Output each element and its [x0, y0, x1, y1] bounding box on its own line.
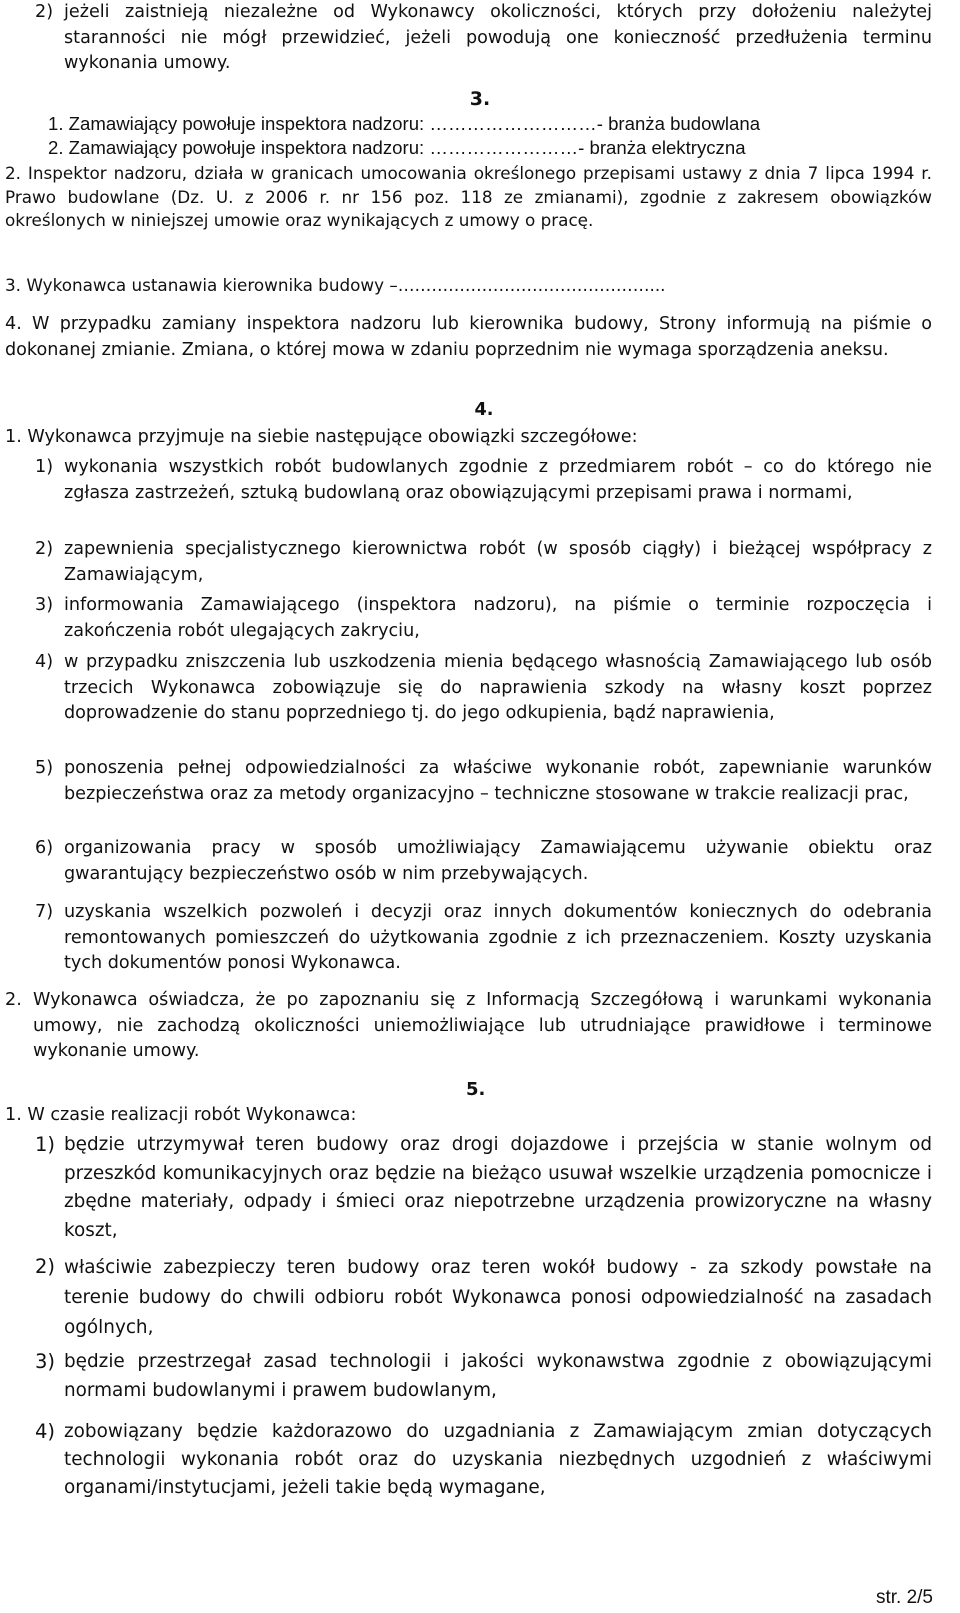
list-number: 2)	[35, 2, 54, 22]
paragraph: 1. W czasie realizacji robót Wykonawca:	[5, 1105, 357, 1125]
list-item-text: uzyskania wszelkich pozwoleń i decyzji oraz innych dokumentów koniecznych do odebrania remontowanych pomieszczeń do użytkowania zgodnie z ich przeznaczeniem. Koszty uzyskania tych dokumentów ponosi Wykonawca.	[64, 902, 932, 973]
paragraph: 2. Zamawiający powołuje inspektora nadzoru: ……………………- branża elektryczna	[48, 137, 746, 158]
list-number: 3)	[35, 595, 54, 615]
list-number: 4)	[35, 1420, 56, 1443]
list-item-text: ponoszenia pełnej odpowiedzialności za właściwe wykonanie robót, zapewnianie warunków bezpieczeństwa oraz za metody organizacyjno – techniczne stosowane w trakcie realizacji prac,	[64, 758, 932, 804]
list-item-text: będzie utrzymywał teren budowy oraz drogi dojazdowe i przejścia w stanie wolnym od przeszkód komunikacyjnych oraz będzie na bieżąco usuwał wszelkie urządzenia pomocnicze i zbędne materiały, odpady i śmieci oraz niepotrzebne urządzenia prowizoryczne na własny koszt,	[64, 1134, 932, 1241]
list-number: 2)	[35, 1255, 56, 1278]
paragraph: 4. W przypadku zamiany inspektora nadzoru lub kierownika budowy, Strony informują na piśmie o dokonanej zmianie. Zmiana, o której mowa w zdaniu poprzednim nie wymaga sporządzenia aneksu.	[5, 314, 932, 360]
list-number: 5)	[35, 758, 54, 778]
list-item-text: wykonania wszystkich robót budowlanych zgodnie z przedmiarem robót – co do którego nie zgłasza zastrzeżeń, sztuką budowlaną oraz obowiązującymi przepisami prawa i normami,	[64, 457, 932, 503]
list-number: 2.	[5, 990, 22, 1010]
section-heading-4-label: 4.	[474, 400, 494, 420]
list-number: 1)	[35, 457, 54, 477]
list-item-text: zobowiązany będzie każdorazowo do uzgadniania z Zamawiającym zmian dotyczących technologii wykonania robót oraz do uzyskania niezbędnych uzgodnień z właściwymi organami/instytucjami, jeżeli takie będą wymagane,	[64, 1421, 932, 1498]
section-heading-5: 5.	[466, 1079, 486, 1100]
list-item-text: w przypadku zniszczenia lub uszkodzenia mienia będącego własnością Zamawiającego lub osób trzecich Wykonawca zobowiązuje się do naprawienia szkody na własny koszt poprzez doprowadzenie do stanu poprzedniego tj. do jego odkupienia, bądź naprawienia,	[64, 652, 932, 723]
paragraph: Wykonawca oświadcza, że po zapoznaniu się z Informacją Szczegółową i warunkami wykonania umowy, nie zachodzą okoliczności uniemożliwiające lub utrudniające prawidłowe i terminowe wykonanie umowy.	[33, 990, 932, 1061]
section-heading-3: 3.	[469, 88, 491, 110]
list-number: 1)	[35, 1133, 56, 1156]
paragraph: 2. Inspektor nadzoru, działa w granicach umocowania określonego przepisami ustawy z dnia 7 lipca 1994 r. Prawo budowlane (Dz. U. z 2006 r. nr 156 poz. 118 ze zmianami), zgodnie z zakresem obowiązków określonych w niniejszej umowie oraz wynikających z umowy o pracę.	[5, 163, 932, 230]
paragraph: 1. Zamawiający powołuje inspektora nadzoru: ………………………- branża budowlana	[48, 113, 761, 134]
list-number: 2)	[35, 539, 54, 559]
paragraph: 3. Wykonawca ustanawia kierownika budowy –………………………………………...	[5, 275, 666, 295]
section-heading-4	[0, 398, 960, 424]
list-item-text: jeżeli zaistnieją niezależne od Wykonawcy okoliczności, których przy dołożeniu należytej staranności nie mógł przewidzieć, jeżeli powodują one konieczność przedłużenia terminu wykonania umowy.	[64, 2, 932, 73]
list-item-text: informowania Zamawiającego (inspektora nadzoru), na piśmie o terminie rozpoczęcia i zakończenia robót ulegających zakryciu,	[64, 595, 932, 641]
list-number: 4)	[35, 652, 54, 672]
paragraph: 1. Wykonawca przyjmuje na siebie następujące obowiązki szczegółowe:	[5, 427, 638, 447]
list-item-text: właściwie zabezpieczy teren budowy oraz teren wokół budowy - za szkody powstałe na terenie budowy do chwili odbioru robót Wykonawca ponosi odpowiedzialność na zasadach ogólnych,	[64, 1257, 932, 1338]
list-number: 3)	[35, 1350, 56, 1373]
list-item-text: organizowania pracy w sposób umożliwiający Zamawiającemu używanie obiektu oraz gwarantujący bezpieczeństwo osób w nim przebywających.	[64, 838, 932, 884]
list-item-text: zapewnienia specjalistycznego kierownictwa robót (w sposób ciągły) i bieżącej współpracy z Zamawiającym,	[64, 539, 932, 585]
list-number: 6)	[35, 838, 54, 858]
list-number: 7)	[35, 902, 54, 922]
list-item-text: będzie przestrzegał zasad technologii i jakości wykonawstwa zgodnie z obowiązującymi normami budowlanymi i prawem budowlanym,	[64, 1351, 932, 1401]
page-number: str. 2/5	[875, 1587, 933, 1608]
